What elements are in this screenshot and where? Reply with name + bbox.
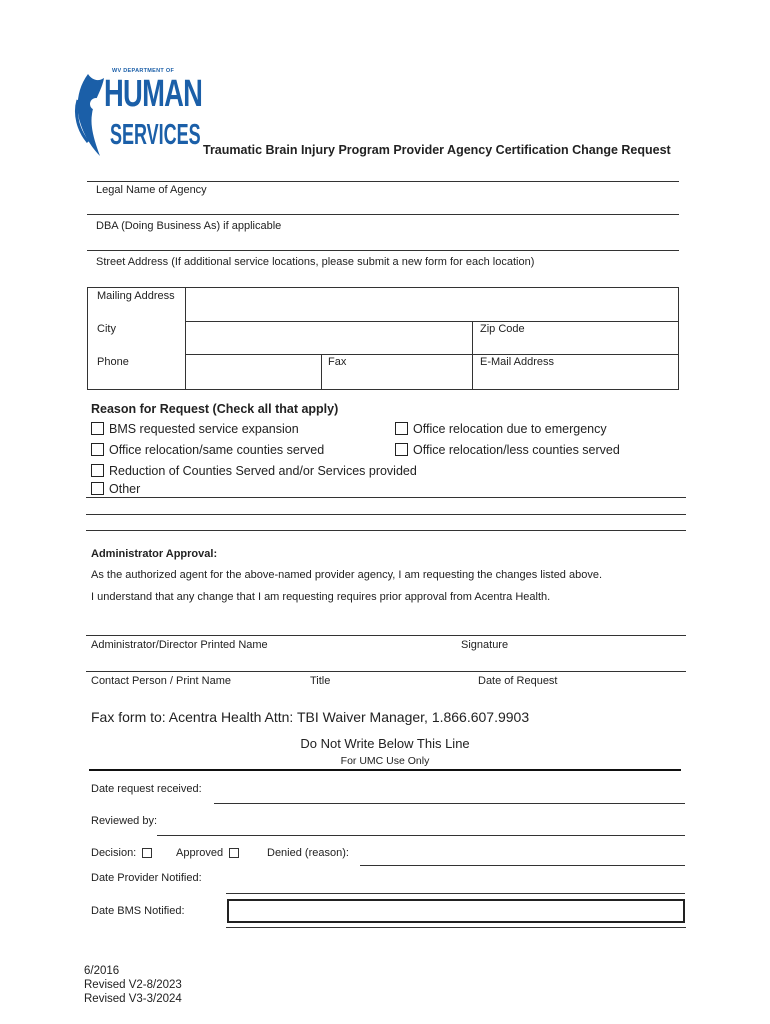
footer-revision-2: Revised V2-8/2023 <box>84 979 182 991</box>
decision-label <box>91 847 152 859</box>
reason-heading: Reason for Request (Check all that apply) <box>91 402 339 416</box>
other-line-2[interactable] <box>86 514 686 515</box>
umc-divider <box>89 769 681 771</box>
contact-label: Contact Person / Print Name <box>91 675 232 687</box>
provider-notified-label: Date Provider Notified: <box>91 872 202 884</box>
option-relocation-emergency: Office relocation due to emergency <box>413 422 607 436</box>
reviewed-by-label: Reviewed by: <box>91 815 158 827</box>
contact-line[interactable] <box>86 671 686 672</box>
title-label: Title <box>310 675 331 687</box>
option-bms-expansion: BMS requested service expansion <box>109 422 299 436</box>
do-not-write-heading: Do Not Write Below This Line <box>300 736 470 751</box>
checkbox-relocation-same[interactable] <box>91 443 104 456</box>
mailing-address-input[interactable] <box>186 288 678 321</box>
option-reduction: Reduction of Counties Served and/or Services provided <box>109 464 417 478</box>
admin-name-label: Administrator/Director Printed Name <box>91 639 268 651</box>
provider-notified-line[interactable] <box>226 893 685 894</box>
zip-input[interactable] <box>473 336 678 354</box>
logo-word-services: SERVICES <box>110 119 201 151</box>
reviewed-by-line[interactable] <box>157 835 685 836</box>
option-relocation-less: Office relocation/less counties served <box>413 443 620 457</box>
mailing-address-label: Mailing Address <box>97 290 175 302</box>
city-label: City <box>97 323 116 335</box>
footer-revision-3: Revised V3-3/2024 <box>84 993 182 1005</box>
agency-logo <box>74 68 203 158</box>
admin-signature-line[interactable] <box>86 635 686 636</box>
dba-line <box>87 214 679 215</box>
decision-checkbox[interactable] <box>142 848 152 858</box>
approved-text: Approved <box>176 847 224 859</box>
checkbox-relocation-less[interactable] <box>395 443 408 456</box>
denied-label: Denied (reason): <box>267 847 349 859</box>
form-title: Traumatic Brain Injury Program Provider Agency Certification Change Request <box>203 143 671 157</box>
decision-text: Decision: <box>91 847 137 859</box>
date-received-label: Date request received: <box>91 783 202 795</box>
other-line-1[interactable] <box>86 497 686 498</box>
address-table <box>87 287 679 390</box>
phone-label: Phone <box>97 356 129 368</box>
option-relocation-same: Office relocation/same counties served <box>109 443 325 457</box>
date-of-request-label: Date of Request <box>478 675 558 687</box>
denied-reason-line[interactable] <box>360 865 685 866</box>
fax-instruction: Fax form to: Acentra Health Attn: TBI Waiver Manager, 1.866.607.9903 <box>91 709 530 725</box>
option-other: Other <box>109 482 141 496</box>
umc-only-label: For UMC Use Only <box>340 755 430 767</box>
logo-tagline: WV DEPARTMENT OF <box>112 68 175 74</box>
city-input[interactable] <box>186 322 471 354</box>
checkbox-reduction[interactable] <box>91 464 104 477</box>
email-label: E-Mail Address <box>480 356 554 368</box>
signature-label: Signature <box>461 639 509 651</box>
legal-name-label: Legal Name of Agency <box>96 184 207 196</box>
logo-word-human: HUMAN <box>104 73 203 115</box>
bms-notified-box[interactable] <box>227 899 685 923</box>
approval-text-1: As the authorized agent for the above-named provider agency, I am requesting the changes listed above. <box>91 569 603 581</box>
bms-notified-label: Date BMS Notified: <box>91 905 185 917</box>
fax-input[interactable] <box>322 369 472 389</box>
email-input[interactable] <box>473 369 678 389</box>
zip-code-label: Zip Code <box>480 323 525 335</box>
checkbox-bms-expansion[interactable] <box>91 422 104 435</box>
legal-name-line <box>87 181 679 182</box>
date-received-line[interactable] <box>214 803 685 804</box>
approval-heading: Administrator Approval: <box>91 548 218 560</box>
approved-label <box>176 847 239 859</box>
other-line-3[interactable] <box>86 530 686 531</box>
checkbox-other[interactable] <box>91 482 104 495</box>
fax-label: Fax <box>328 356 347 368</box>
approval-text-2: I understand that any change that I am requesting requires prior approval from Acentra Health. <box>91 591 551 603</box>
dba-label: DBA (Doing Business As) if applicable <box>96 220 282 232</box>
bms-notified-underline <box>226 927 686 928</box>
approved-checkbox[interactable] <box>229 848 239 858</box>
footer-date: 6/2016 <box>84 965 120 977</box>
street-label: Street Address (If additional service locations, please submit a new form for each location) <box>96 256 535 268</box>
street-line <box>87 250 679 251</box>
checkbox-relocation-emergency[interactable] <box>395 422 408 435</box>
phone-input[interactable] <box>186 355 320 389</box>
